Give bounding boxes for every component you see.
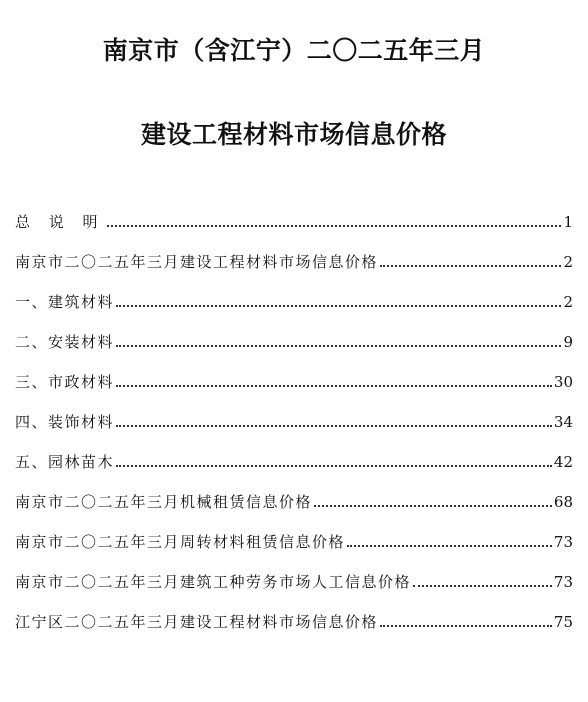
toc-dot-leader	[116, 385, 552, 387]
toc-entry-page: 1	[563, 213, 573, 231]
toc-entry-nanjing-materials[interactable]	[15, 248, 573, 272]
toc-entry-decoration-materials[interactable]	[15, 408, 573, 432]
toc-entry-page: 42	[553, 453, 573, 471]
toc-dot-leader	[116, 425, 552, 427]
toc-entry-label: 南京市二〇二五年三月周转材料租赁信息价格	[15, 533, 346, 551]
toc-entry-label: 江宁区二〇二五年三月建设工程材料市场信息价格	[15, 613, 379, 631]
toc-entry-label: 二、安装材料	[15, 333, 115, 351]
toc-entry-turnover-materials-rental[interactable]	[15, 528, 573, 552]
toc-entry-label: 南京市二〇二五年三月机械租赁信息价格	[15, 493, 313, 511]
toc-entry-label: 五、园林苗木	[15, 453, 115, 471]
toc-entry-municipal-materials[interactable]	[15, 368, 573, 392]
toc-entry-label: 四、装饰材料	[15, 413, 115, 431]
toc-entry-label: 总 说 明	[15, 213, 105, 231]
toc-dot-leader	[380, 625, 552, 627]
toc-entry-label: 三、市政材料	[15, 373, 115, 391]
document-title-line-2: 建设工程材料市场信息价格	[140, 120, 447, 149]
toc-entry-page: 2	[563, 253, 573, 271]
toc-entry-page: 75	[553, 613, 573, 631]
toc-entry-installation-materials[interactable]	[15, 328, 573, 352]
document-title-line-1: 南京市（含江宁）二〇二五年三月	[102, 36, 486, 65]
toc-entry-jiangning-materials[interactable]	[15, 608, 573, 632]
toc-entry-page: 68	[553, 493, 573, 511]
toc-entry-label: 南京市二〇二五年三月建设工程材料市场信息价格	[15, 253, 379, 271]
toc-dot-leader	[107, 225, 562, 227]
toc-dot-leader	[116, 465, 552, 467]
toc-entry-page: 9	[563, 333, 573, 351]
toc-entry-general-notes[interactable]	[15, 208, 573, 232]
toc-entry-page: 73	[553, 533, 573, 551]
toc-entry-garden-seedlings[interactable]	[15, 448, 573, 472]
toc-entry-page: 34	[553, 413, 573, 431]
toc-entry-machinery-rental[interactable]	[15, 488, 573, 512]
toc-entry-label: 一、建筑材料	[15, 293, 115, 311]
toc-dot-leader	[413, 585, 552, 587]
toc-entry-labor-market[interactable]	[15, 568, 573, 592]
toc-dot-leader	[347, 545, 552, 547]
toc-entry-page: 73	[553, 573, 573, 591]
toc-entry-page: 30	[553, 373, 573, 391]
toc-dot-leader	[116, 345, 561, 347]
toc-dot-leader	[116, 305, 561, 307]
toc-entry-label: 南京市二〇二五年三月建筑工种劳务市场人工信息价格	[15, 573, 412, 591]
toc-dot-leader	[380, 265, 561, 267]
toc-dot-leader	[314, 505, 552, 507]
toc-entry-building-materials[interactable]	[15, 288, 573, 312]
toc-entry-page: 2	[563, 293, 573, 311]
